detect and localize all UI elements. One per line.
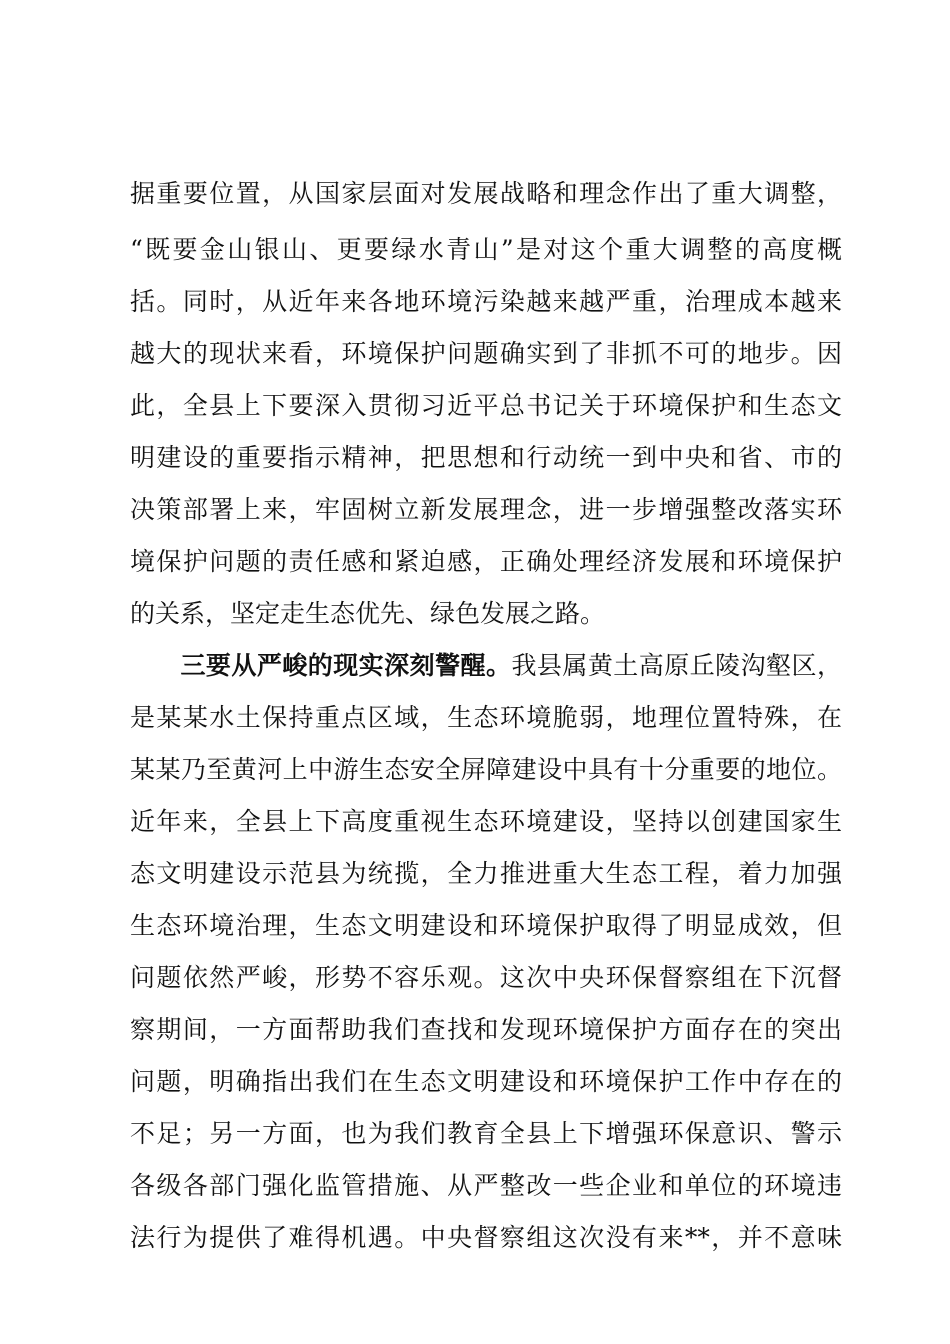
paragraph-text: 我县属黄土高原丘陵沟壑区， xyxy=(511,651,842,680)
paragraph-line: 是某某水土保持重点区域，生态环境脆弱，地理位置特殊，在 xyxy=(130,703,842,732)
paragraph-line: 察期间，一方面帮助我们查找和发现环境保护方面存在的突出 xyxy=(130,1015,842,1044)
paragraph-line: 法行为提供了难得机遇。中央督察组这次没有来**，并不意味 xyxy=(130,1223,842,1252)
paragraph-line: 的关系，坚定走生态优先、绿色发展之路。 xyxy=(130,599,606,628)
paragraph-line: 括。同时，从近年来各地环境污染越来越严重，治理成本越来 xyxy=(130,287,842,316)
paragraph-line: 态文明建设示范县为统揽，全力推进重大生态工程，着力加强 xyxy=(130,859,842,888)
paragraph-line: “既要金山银山、更要绿水青山”是对这个重大调整的高度概 xyxy=(130,235,842,264)
paragraph-line: 生态环境治理，生态文明建设和环境保护取得了明显成效，但 xyxy=(130,911,842,940)
paragraph-line: 问题依然严峻，形势不容乐观。这次中央环保督察组在下沉督 xyxy=(130,963,842,992)
paragraph-line: 近年来，全县上下高度重视生态环境建设，坚持以创建国家生 xyxy=(130,807,842,836)
paragraph-line: 此，全县上下要深入贯彻习近平总书记关于环境保护和生态文 xyxy=(130,391,842,420)
paragraph-line: 境保护问题的责任感和紧迫感，正确处理经济发展和环境保护 xyxy=(130,547,842,576)
paragraph-line: 某某乃至黄河上中游生态安全屏障建设中具有十分重要的地位。 xyxy=(130,755,842,784)
paragraph-line: 各级各部门强化监管措施、从严整改一些企业和单位的环境违 xyxy=(130,1171,842,1200)
paragraph-line: 明建设的重要指示精神，把思想和行动统一到中央和省、市的 xyxy=(130,443,842,472)
paragraph-line: 不足；另一方面，也为我们教育全县上下增强环保意识、警示 xyxy=(130,1119,842,1148)
section-heading: 三要从严峻的现实深刻警醒。 xyxy=(180,651,512,680)
paragraph-line: 越大的现状来看，环境保护问题确实到了非抓不可的地步。因 xyxy=(130,339,842,368)
paragraph-line: 决策部署上来，牢固树立新发展理念，进一步增强整改落实环 xyxy=(130,495,842,524)
paragraph-line: 问题，明确指出我们在生态文明建设和环境保护工作中存在的 xyxy=(130,1067,842,1096)
paragraph-line: 据重要位置，从国家层面对发展战略和理念作出了重大调整， xyxy=(130,179,842,208)
section-heading-line xyxy=(130,646,842,686)
